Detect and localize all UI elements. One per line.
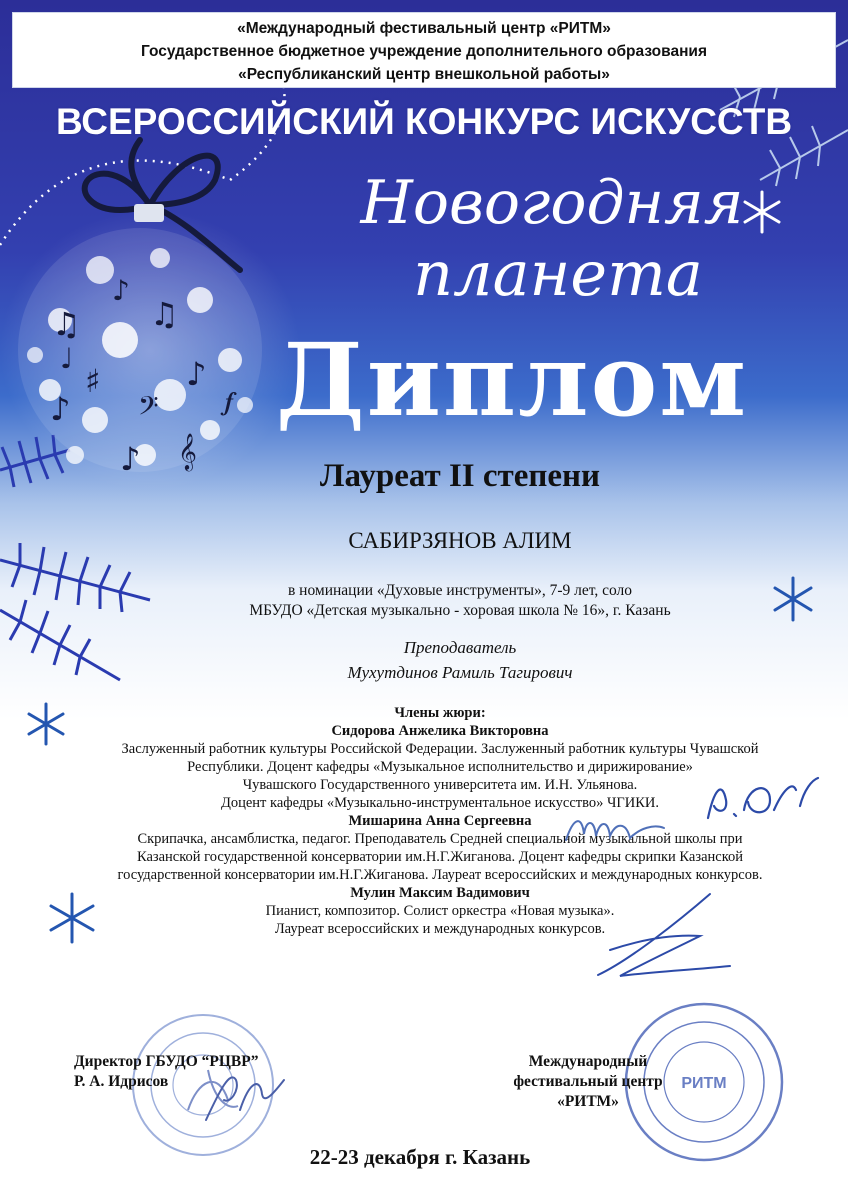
- svg-text:𝄞: 𝄞: [178, 432, 197, 470]
- teacher-label: Преподаватель: [403, 638, 517, 657]
- organizer-header: [12, 12, 836, 88]
- nomination-line-2: МБУДО «Детская музыкально - хоровая школа № 16», г. Казань: [249, 602, 671, 619]
- director-name: Р. А. Идрисов: [74, 1073, 169, 1090]
- svg-text:♪: ♪: [112, 274, 130, 307]
- director-signature-block: [74, 1052, 314, 1092]
- jury-signature-1: [700, 770, 830, 830]
- festival-center-line-2: фестивальный центр: [513, 1073, 663, 1090]
- participant-name: САБИРЗЯНОВ АЛИМ: [348, 528, 572, 553]
- jury-member-name: Мишарина Анна Сергеевна: [348, 813, 532, 829]
- nomination-line-1: в номинации «Духовые инструменты», 7-9 лет, соло: [287, 582, 633, 599]
- jury-member-name: Сидорова Анжелика Викторовна: [331, 723, 549, 739]
- festival-center-signature-block: [488, 1052, 688, 1112]
- jury-member-detail: Лауреат всероссийских и международных конкурсов.: [274, 921, 606, 937]
- header-line-1: «Международный фестивальный центр «РИТМ»: [237, 20, 611, 37]
- svg-text:♫: ♫: [150, 295, 179, 333]
- jury-member-detail: Республики. Доцент кафедры «Музыкальное исполнительство и дирижирование»: [187, 759, 693, 775]
- svg-text:♪: ♪: [50, 390, 71, 428]
- jury-member-detail: государственной консерватории им.Н.Г.Жиганова. Лауреат всероссийских и международных конкурсов.: [117, 867, 763, 883]
- director-title: Директор ГБУДО “РЦВР”: [74, 1053, 259, 1070]
- festival-center-line-3: «РИТМ»: [557, 1093, 619, 1110]
- festival-title-line-1: Новогодняя: [360, 168, 744, 238]
- svg-text:♩: ♩: [60, 342, 74, 375]
- jury-signature-2: [560, 810, 670, 850]
- svg-text:♯: ♯: [85, 362, 101, 400]
- date-and-place: 22-23 декабря г. Казань: [309, 1145, 531, 1169]
- contest-name: ВСЕРОССИЙСКИЙ КОНКУРС ИСКУССТВ: [55, 101, 793, 142]
- jury-member-detail: Казанской государственной консерватории им.Н.Г.Жиганова. Доцент кафедры скрипки Казанской: [136, 849, 744, 865]
- svg-text:𝄢: 𝄢: [138, 390, 159, 428]
- svg-text:♫: ♫: [52, 305, 81, 343]
- jury-member-detail: Скрипачка, ансамблистка, педагог. Преподаватель Средней специальной музыкальной школы при: [137, 831, 743, 847]
- jury-member-name: Мулин Максим Вадимович: [350, 885, 530, 901]
- svg-text:♪: ♪: [186, 355, 207, 393]
- award-degree: Лауреат II степени: [319, 458, 601, 494]
- jury-member-detail: Чувашского Государственного университета им. И.Н. Ульянова.: [242, 777, 638, 793]
- svg-text:𝆑: 𝆑: [225, 387, 234, 417]
- teacher-name: Мухутдинов Рамиль Тагирович: [347, 663, 573, 682]
- stamp-center-text: РИТМ: [681, 1075, 727, 1092]
- jury-member-detail: Пианист, композитор. Солист оркестра «Новая музыка».: [265, 903, 615, 919]
- document-type-title: Диплом: [275, 321, 749, 439]
- festival-title-line-2: планета: [413, 237, 703, 310]
- jury-member-detail: Доцент кафедры «Музыкально-инструментальное искусство» ЧГИКИ.: [220, 795, 660, 811]
- svg-text:♪: ♪: [120, 440, 141, 478]
- jury-heading: Члены жюри:: [394, 705, 486, 721]
- festival-center-line-1: Международный: [528, 1053, 648, 1070]
- nomination-block: [120, 581, 800, 621]
- jury-signature-3: [590, 880, 740, 990]
- teacher-block: [180, 635, 740, 685]
- header-line-3: «Республиканский центр внешкольной работы»: [238, 66, 610, 83]
- header-line-2: Государственное бюджетное учреждение дополнительного образования: [140, 43, 707, 60]
- jury-member-detail: Заслуженный работник культуры Российской Федерации. Заслуженный работник культуры Чувашской: [121, 741, 759, 757]
